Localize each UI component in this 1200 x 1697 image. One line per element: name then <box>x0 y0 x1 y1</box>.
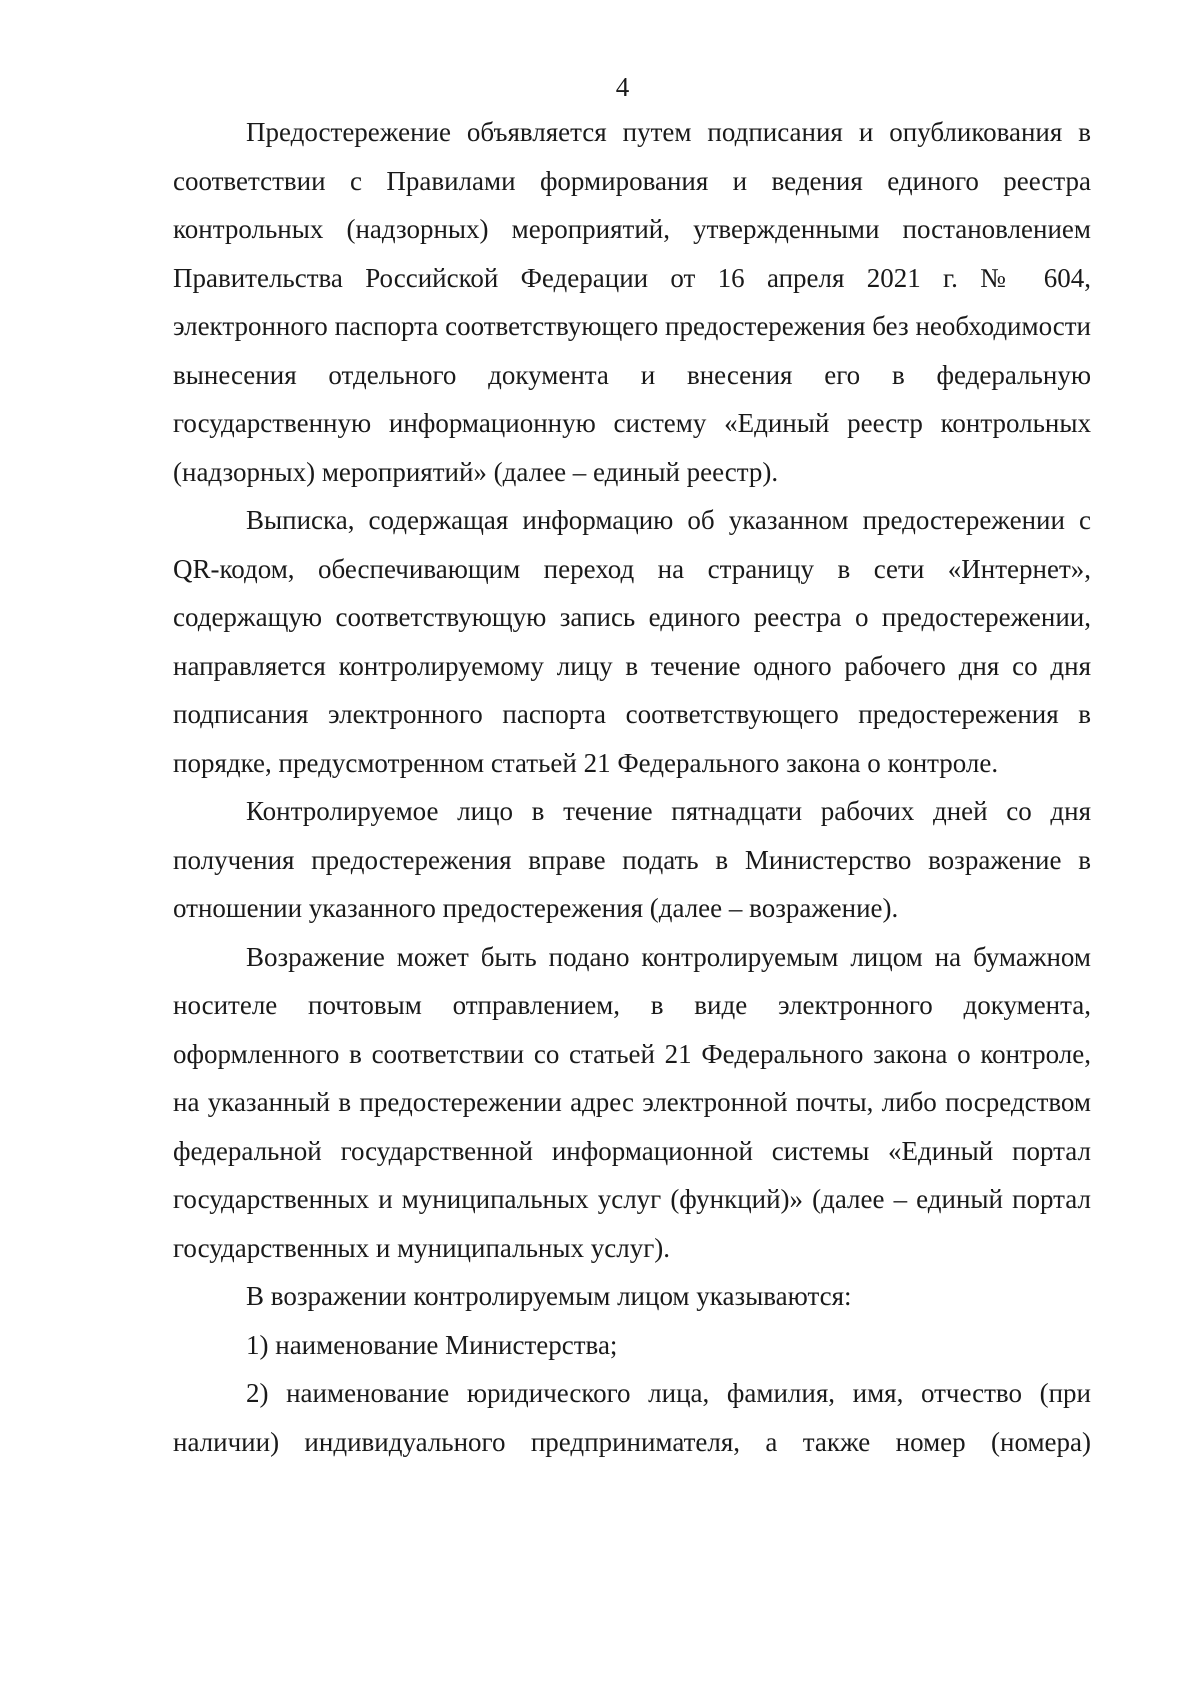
paragraph-objection-submission: Возражение может быть подано контролируемым лицом на бумажном носителе почтовым отправлением, в виде электронного документа, оформленного в соответствии со статьей 21 Федерального закона о контроле, на указанный в предостережении адрес электронной почты, либо посредством федеральной государственной информационной системы «Единый портал государственных и муниципальных услуг (функций)» (далее – единый портал государственных и муниципальных услуг). <box>173 941 1091 1263</box>
paragraph-warning-announcement: Предостережение объявляется путем подписания и опубликования в соответствии с Правилами формирования и ведения единого реестра контрольных (надзорных) мероприятий, утвержденными постановлением Правительства Российской Федерации от 16 апреля 2021 г. № 604, электронного паспорта соответствующего предостережения без необходимости вынесения отдельного документа и внесения его в федеральную государственную информационную систему «Единый реестр контрольных (надзорных) мероприятий» (далее – единый реестр). <box>173 117 1091 487</box>
paragraph-objection-right: Контролируемое лицо в течение пятнадцати рабочих дней со дня получения предостережения вправе подать в Министерство возражение в отношении указанного предостережения (далее – возражение). <box>173 796 1091 923</box>
document-body <box>173 108 1091 1466</box>
paragraph-registry-extract: Выписка, содержащая информацию об указанном предостережении с QR-кодом, обеспечивающим переход на страницу в сети «Интернет», содержащую соответствующую запись единого реестра о предостережении, направляется контролируемому лицу в течение одного рабочего дня со дня подписания электронного паспорта соответствующего предостережения в порядке, предусмотренном статьей 21 Федерального закона о контроле. <box>173 505 1091 778</box>
paragraph-objection-contents-intro: В возражении контролируемым лицом указываются: <box>246 1281 852 1311</box>
list-item-ministry-name: 1) наименование Министерства; <box>246 1329 618 1360</box>
page-number: 4 <box>615 72 630 102</box>
list-item-entity-name: 2) наименование юридического лица, фамилия, имя, отчество (при наличии) индивидуального предпринимателя, а также номер (номера) <box>173 1378 1091 1457</box>
